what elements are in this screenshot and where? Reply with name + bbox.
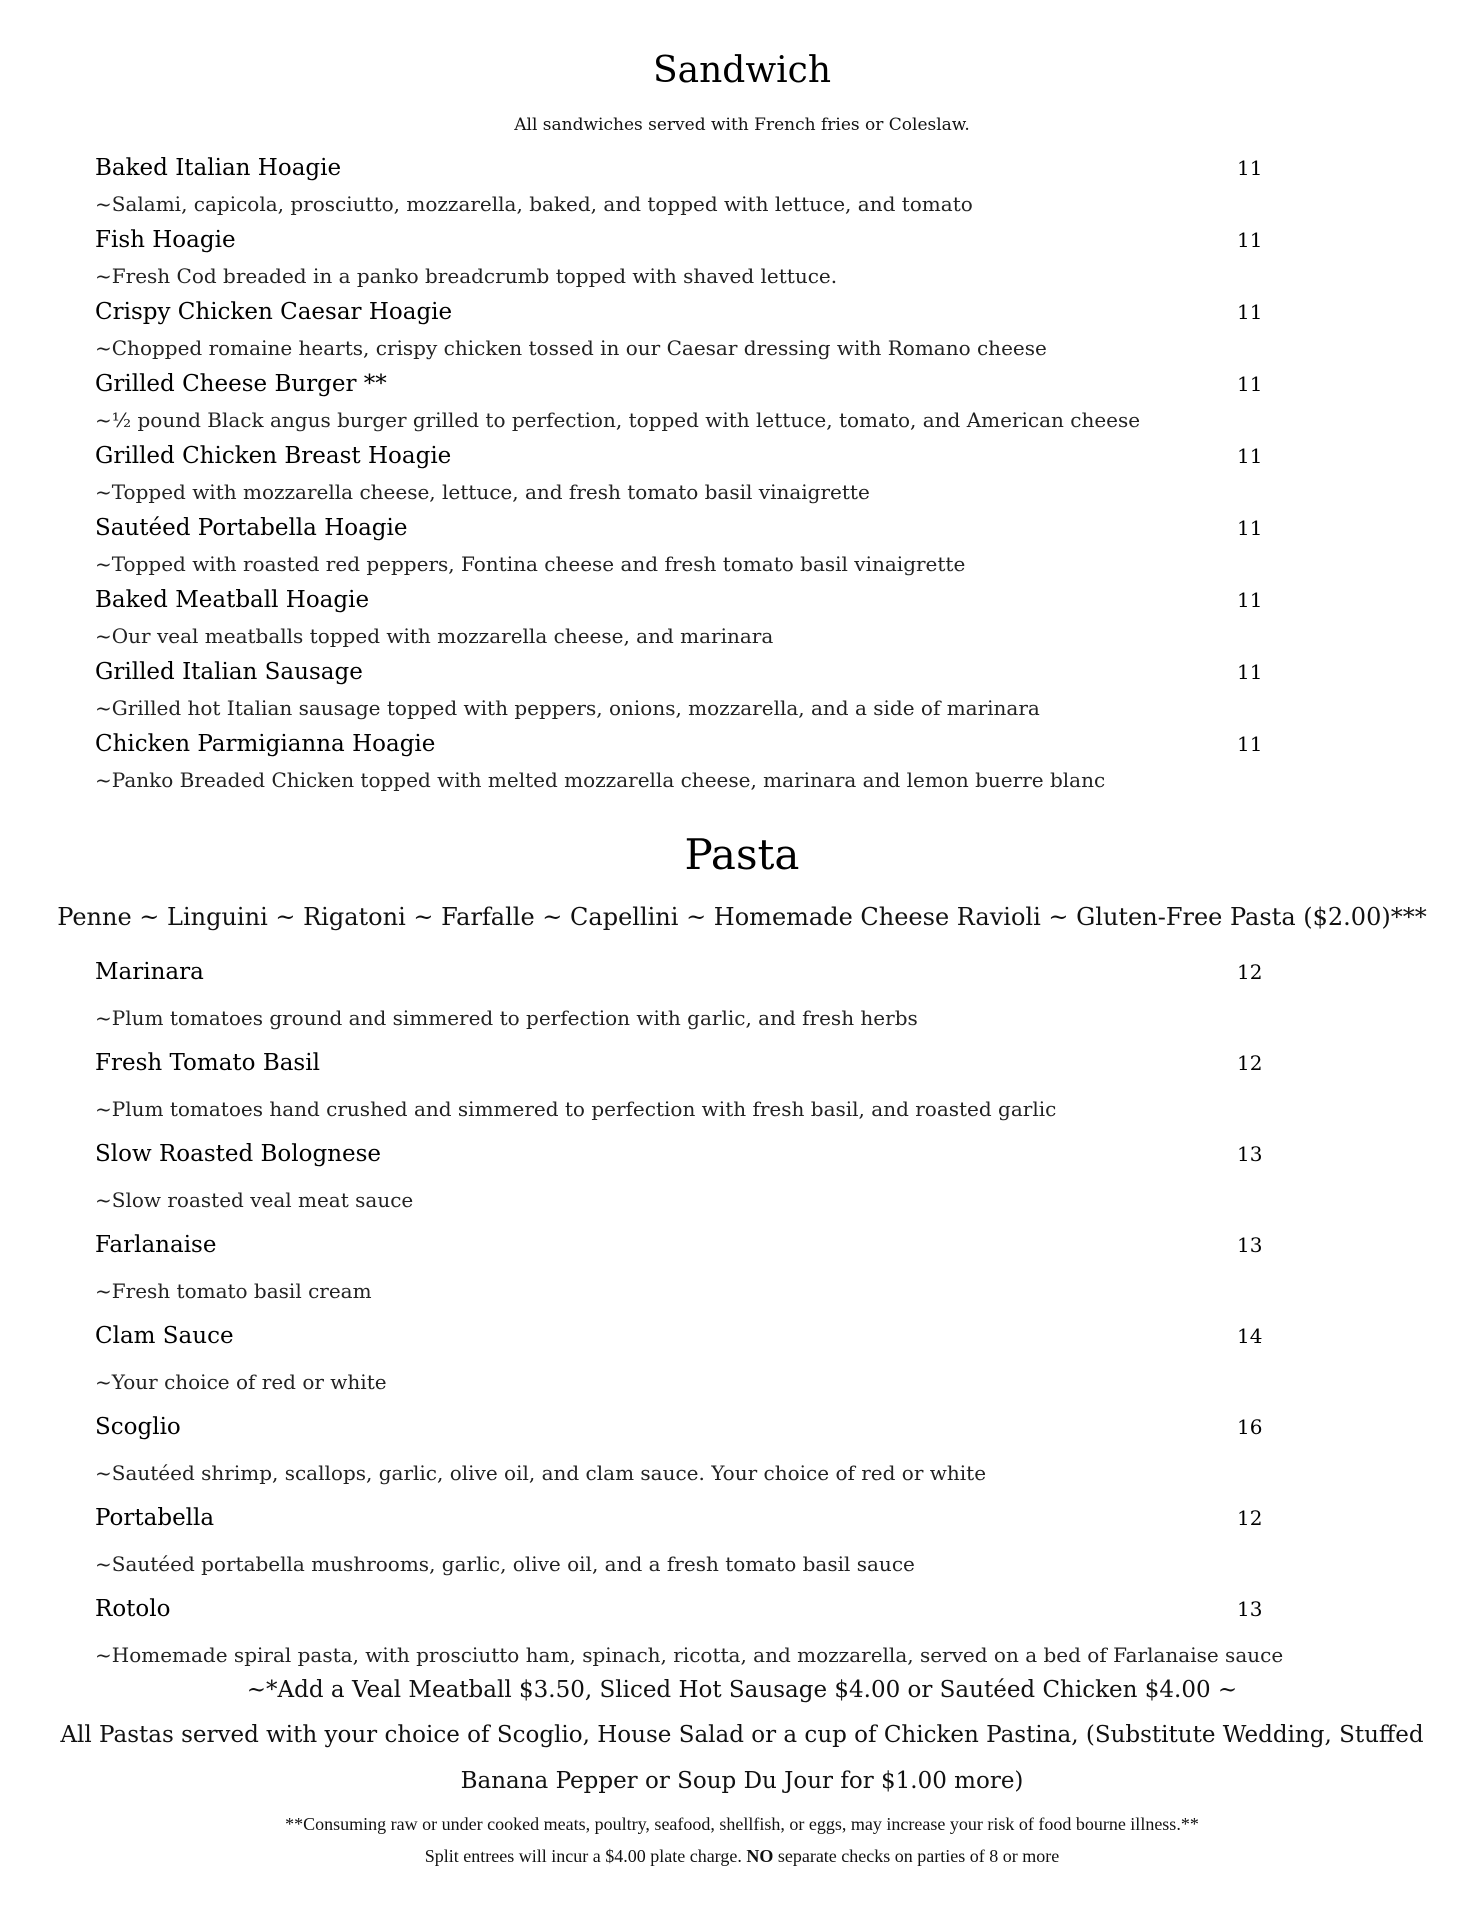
- menu-item-description: ~Topped with roasted red peppers, Fontina cheese and fresh tomato basil vinaigrette: [95, 552, 966, 576]
- menu-item-price: 12: [1237, 1506, 1263, 1530]
- menu-item-header: [95, 1405, 1275, 1450]
- menu-item-description: ~Homemade spiral pasta, with prosciutto ham, spinach, ricotta, and mozzarella, served on a bed of Farlanaise sauce: [95, 1643, 1284, 1667]
- menu-item-name: Scoglio: [95, 1414, 181, 1440]
- menu-item-header: [95, 950, 1275, 995]
- menu-item-price: 11: [1237, 444, 1263, 468]
- menu-item-header: [95, 366, 1275, 402]
- menu-item-header: [95, 1496, 1275, 1541]
- pasta-section-title: Pasta: [684, 830, 800, 879]
- pasta-menu-item: [95, 1496, 1275, 1587]
- food-safety-disclaimer: **Consuming raw or under cooked meats, poultry, seafood, shellfish, or eggs, may increase your risk of food bourne illness.**: [285, 1814, 1199, 1834]
- sandwich-menu-item: [95, 726, 1275, 798]
- menu-item-description: ~Fresh tomato basil cream: [95, 1279, 372, 1303]
- pasta-menu-item: [95, 950, 1275, 1041]
- menu-item-name: Grilled Italian Sausage: [95, 659, 363, 685]
- split-note-suffix: separate checks on parties of 8 or more: [773, 1846, 1060, 1866]
- menu-item-name: Fresh Tomato Basil: [95, 1050, 320, 1076]
- menu-item-description: ~Fresh Cod breaded in a panko breadcrumb topped with shaved lettuce.: [95, 264, 838, 288]
- menu-item-price: 11: [1237, 732, 1263, 756]
- menu-item-description: ~Our veal meatballs topped with mozzarella cheese, and marinara: [95, 624, 774, 648]
- menu-item-price: 14: [1237, 1324, 1263, 1348]
- sandwich-section-subtitle: All sandwiches served with French fries or Coleslaw.: [514, 115, 970, 135]
- pasta-sides-note-line-2: Banana Pepper or Soup Du Jour for $1.00 more): [460, 1768, 1024, 1794]
- menu-item-price: 16: [1237, 1415, 1263, 1439]
- sandwich-section-title: Sandwich: [652, 50, 832, 91]
- menu-item-description: ~Panko Breaded Chicken topped with melted mozzarella cheese, marinara and lemon buerre blanc: [95, 768, 1106, 792]
- menu-item-header: [95, 726, 1275, 762]
- sandwich-menu-item: [95, 222, 1275, 294]
- menu-item-description: ~½ pound Black angus burger grilled to perfection, topped with lettuce, tomato, and American cheese: [95, 408, 1141, 432]
- sandwich-item-list: [95, 150, 1275, 798]
- menu-item-price: 11: [1237, 588, 1263, 612]
- menu-item-description: ~Your choice of red or white: [95, 1370, 387, 1394]
- menu-item-name: Fish Hoagie: [95, 227, 236, 253]
- menu-item-price: 11: [1237, 156, 1263, 180]
- menu-item-name: Sautéed Portabella Hoagie: [95, 515, 408, 541]
- menu-item-price: 13: [1237, 1597, 1263, 1621]
- menu-item-price: 11: [1237, 228, 1263, 252]
- pasta-menu-item: [95, 1405, 1275, 1496]
- pasta-item-list: [95, 950, 1284, 1678]
- sandwich-menu-item: [95, 510, 1275, 582]
- menu-item-description: ~Plum tomatoes hand crushed and simmered to perfection with fresh basil, and roasted garlic: [95, 1097, 1057, 1121]
- menu-item-name: Rotolo: [95, 1596, 171, 1622]
- sandwich-menu-item: [95, 150, 1275, 222]
- menu-item-description: ~Sautéed shrimp, scallops, garlic, olive oil, and clam sauce. Your choice of red or white: [95, 1461, 987, 1485]
- menu-item-header: [95, 510, 1275, 546]
- sandwich-menu-item: [95, 294, 1275, 366]
- menu-item-header: [95, 1314, 1275, 1359]
- sandwich-menu-item: [95, 438, 1275, 510]
- menu-item-name: Grilled Chicken Breast Hoagie: [95, 443, 452, 469]
- pasta-types-line: Penne ~ Linguini ~ Rigatoni ~ Farfalle ~ Capellini ~ Homemade Cheese Ravioli ~ Gluten-Free Pasta ($2.00)***: [57, 903, 1427, 931]
- menu-item-name: Slow Roasted Bolognese: [95, 1141, 382, 1167]
- menu-item-header: [95, 150, 1275, 186]
- menu-item-name: Portabella: [95, 1505, 215, 1531]
- menu-item-description: ~Grilled hot Italian sausage topped with peppers, onions, mozzarella, and a side of marinara: [95, 696, 1040, 720]
- pasta-menu-item: [95, 1132, 1275, 1223]
- pasta-menu-item: [95, 1223, 1275, 1314]
- menu-item-header: [95, 1587, 1275, 1632]
- menu-item-price: 11: [1237, 300, 1263, 324]
- menu-item-description: ~Slow roasted veal meat sauce: [95, 1188, 414, 1212]
- split-note-prefix: Split entrees will incur a $4.00 plate charge.: [424, 1846, 747, 1866]
- pasta-addons-note: ~*Add a Veal Meatball $3.50, Sliced Hot Sausage $4.00 or Sautéed Chicken $4.00 ~: [246, 1677, 1238, 1703]
- menu-item-price: 11: [1237, 372, 1263, 396]
- menu-item-price: 11: [1237, 516, 1263, 540]
- menu-item-name: Grilled Cheese Burger **: [95, 371, 387, 397]
- menu-item-description: ~Chopped romaine hearts, crispy chicken tossed in our Caesar dressing with Romano cheese: [95, 336, 1047, 360]
- menu-item-description: ~Topped with mozzarella cheese, lettuce, and fresh tomato basil vinaigrette: [95, 480, 870, 504]
- sandwich-menu-item: [95, 582, 1275, 654]
- menu-item-header: [95, 222, 1275, 258]
- menu-item-price: 13: [1237, 1233, 1263, 1257]
- pasta-menu-item: [95, 1041, 1275, 1132]
- pasta-sides-note-line-1: All Pastas served with your choice of Scoglio, House Salad or a cup of Chicken Pastina, (Substitute Wedding, Stuffed: [60, 1722, 1424, 1748]
- pasta-menu-item: [95, 1587, 1284, 1678]
- menu-item-description: ~Sautéed portabella mushrooms, garlic, olive oil, and a fresh tomato basil sauce: [95, 1552, 915, 1576]
- menu-item-price: 11: [1237, 660, 1263, 684]
- menu-item-price: 13: [1237, 1142, 1263, 1166]
- menu-item-header: [95, 438, 1275, 474]
- split-entree-note: [0, 1846, 1484, 1867]
- menu-item-name: Crispy Chicken Caesar Hoagie: [95, 299, 453, 325]
- sandwich-menu-item: [95, 366, 1275, 438]
- menu-item-description: ~Plum tomatoes ground and simmered to perfection with garlic, and fresh herbs: [95, 1006, 918, 1030]
- menu-item-description: ~Salami, capicola, prosciutto, mozzarella, baked, and topped with lettuce, and tomato: [95, 192, 973, 216]
- menu-item-header: [95, 1223, 1275, 1268]
- menu-item-price: 12: [1237, 960, 1263, 984]
- menu-item-header: [95, 582, 1275, 618]
- menu-item-name: Marinara: [95, 959, 204, 985]
- pasta-menu-item: [95, 1314, 1275, 1405]
- menu-item-name: Clam Sauce: [95, 1323, 234, 1349]
- menu-item-name: Chicken Parmigianna Hoagie: [95, 731, 436, 757]
- menu-item-header: [95, 294, 1275, 330]
- menu-item-name: Baked Italian Hoagie: [95, 155, 342, 181]
- menu-item-header: [95, 654, 1275, 690]
- menu-item-price: 12: [1237, 1051, 1263, 1075]
- menu-item-header: [95, 1132, 1275, 1177]
- sandwich-menu-item: [95, 654, 1275, 726]
- menu-item-header: [95, 1041, 1275, 1086]
- menu-item-name: Baked Meatball Hoagie: [95, 587, 370, 613]
- split-note-emphasis: NO: [746, 1846, 774, 1866]
- menu-item-name: Farlanaise: [95, 1232, 217, 1258]
